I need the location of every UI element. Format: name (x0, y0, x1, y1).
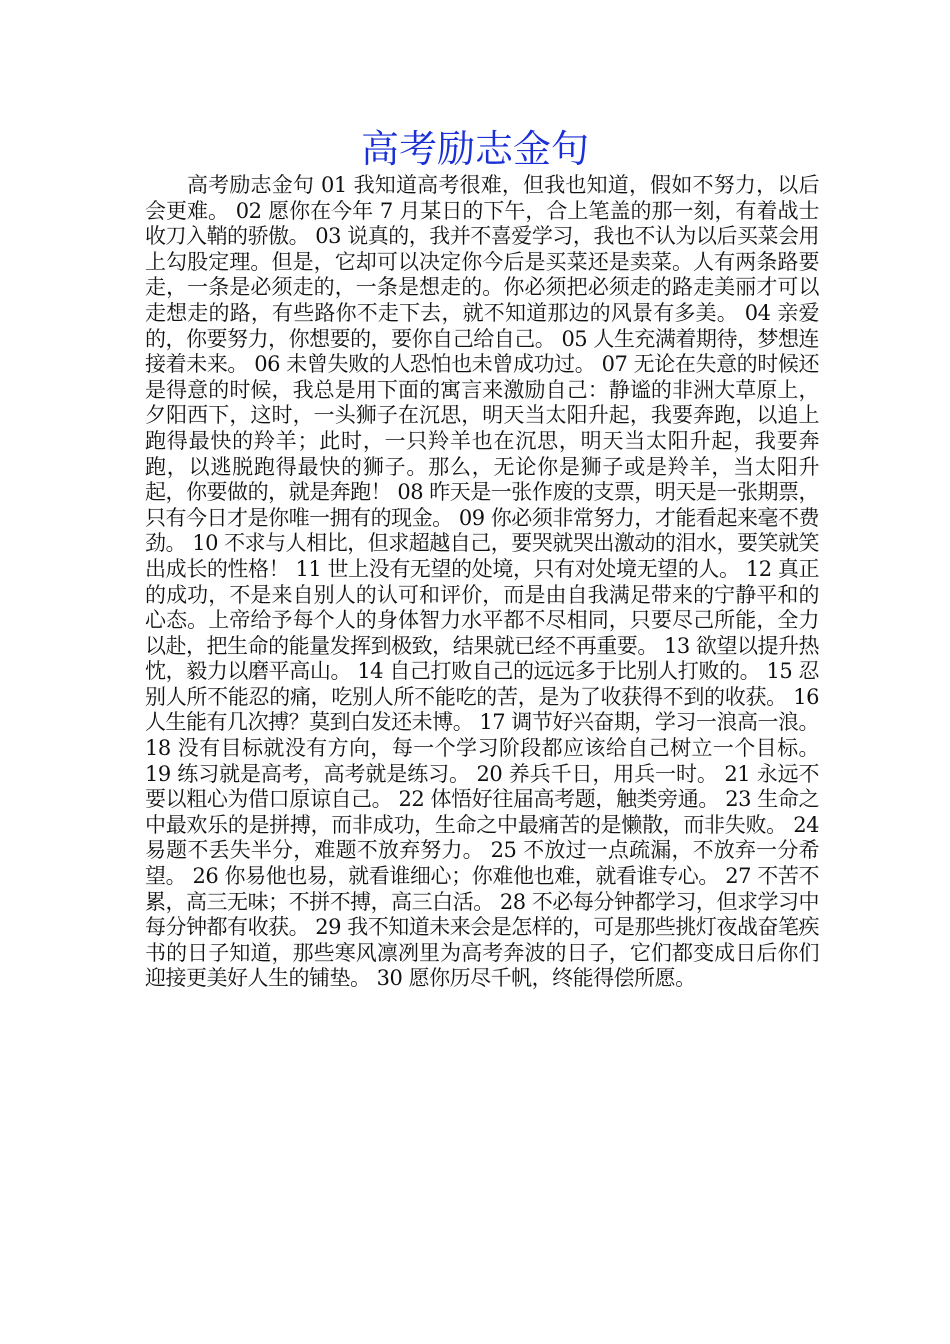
document-body-paragraph: 高考励志金句 01 我知道高考很难，但我也知道，假如不努力，以后会更难。 02 愿你在今年 7 月某日的下午，合上笔盖的那一刻，有着战士收刀入鞘的骄傲。 03 说真的，我并不喜爱学习，我也不认为以后买菜会用上勾股定理。但是，它却可以决定你今后是买菜还是卖菜。人有两条路要走，一条是必须走的，一条是想走的。你必须把必须走的路走美丽才可以走想走的路，有些路你不走下去，就不知道那边的风景有多美。 04 亲爱的，你要努力，你想要的，要你自己给自己。 05 人生充满着期待，梦想连接着未来。 06 未曾失败的人恐怕也未曾成功过。 07 无论在失意的时候还是得意的时候，我总是用下面的寓言来激励自己：静谧的非洲大草原上，夕阳西下，这时，一头狮子在沉思，明天当太阳升起，我要奔跑，以追上跑得最快的羚羊；此时，一只羚羊也在沉思，明天当太阳升起，我要奔跑，以逃脱跑得最快的狮子。那么，无论你是狮子或是羚羊，当太阳升起，你要做的，就是奔跑！ 08 昨天是一张作废的支票，明天是一张期票，只有今日才是你唯一拥有的现金。 09 你必须非常努力，才能看起来毫不费劲。 10 不求与人相比，但求超越自己，要哭就哭出激动的泪水，要笑就笑出成长的性格！ 11 世上没有无望的处境，只有对处境无望的人。 12 真正的成功，不是来自别人的认可和评价，而是由自我满足带来的宁静平和的心态。上帝给予每个人的身体智力水平都不尽相同，只要尽己所能，全力以赴，把生命的能量发挥到极致，结果就已经不再重要。 13 欲望以提升热忱，毅力以磨平高山。 14 自己打败自己的远远多于比别人打败的。 15 忍别人所不能忍的痛，吃别人所不能吃的苦，是为了收获得不到的收获。 16 人生能有几次搏？莫到白发还未博。 17 调节好兴奋期，学习一浪高一浪。 18 没有目标就没有方向，每一个学习阶段都应该给自己树立一个目标。 19 练习就是高考，高考就是练习。 20 养兵千日，用兵一时。 21 永远不要以粗心为借口原谅自己。 22 体悟好往届高考题，触类旁通。 23 生命之中最欢乐的是拼搏，而非成功，生命之中最痛苦的是懒散，而非失败。 24 易题不丢失半分，难题不放弃努力。 25 不放过一点疏漏，不放弃一分希望。 26 你易他也易，就看谁细心；你难他也难，就看谁专心。 27 不苦不累，高三无味；不拼不搏，高三白活。 28 不必每分钟都学习，但求学习中每分钟都有收获。 29 我不知道未来会是怎样的，可是那些挑灯夜战奋笔疾书的日子知道，那些寒风凛冽里为高考奔波的日子，它们都变成日后你们迎接更美好人生的铺垫。 30 愿你历尽千帆，终能得偿所愿。 (145, 173, 819, 991)
document-title: 高考励志金句 (360, 127, 589, 171)
